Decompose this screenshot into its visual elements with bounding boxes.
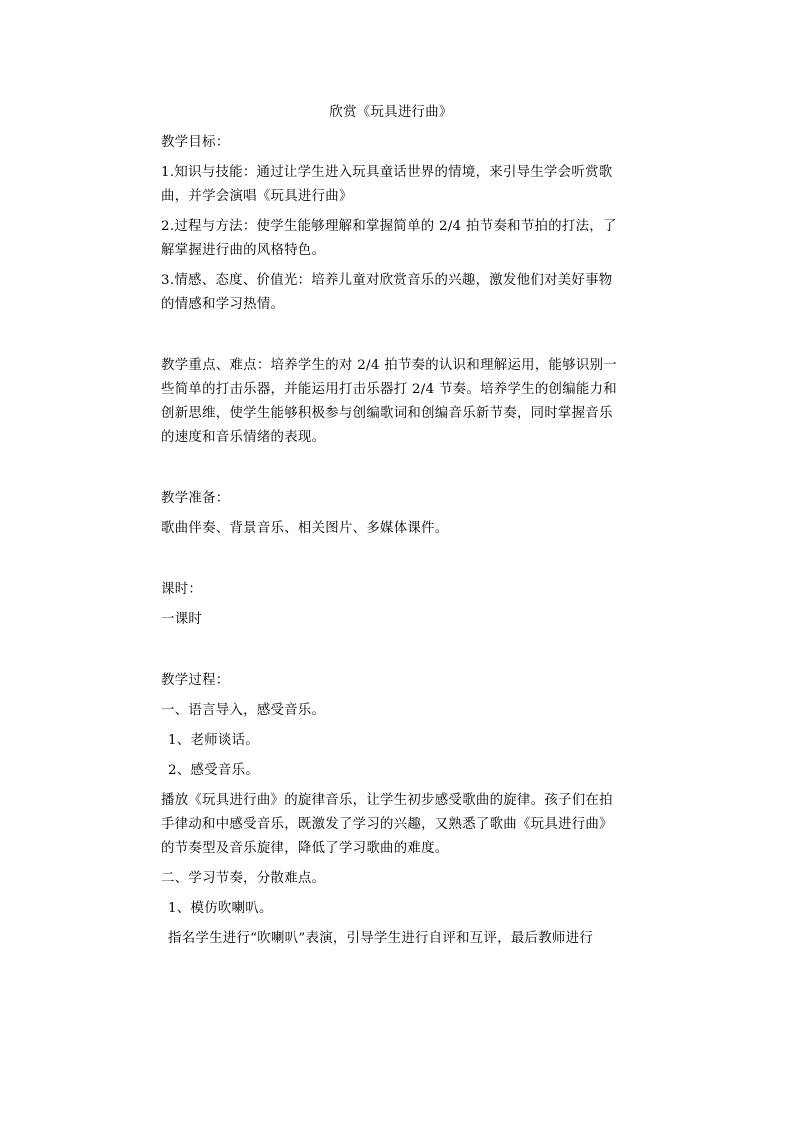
document-title: 欣赏《玩具进行曲》 xyxy=(329,105,453,120)
prep-heading: 教学准备： xyxy=(161,491,230,506)
step-2-1-text: 指名学生进行“吹喇叭”表演，引导学生进行自评和互评，最后教师进行 xyxy=(168,931,594,946)
time-text: 一课时 xyxy=(161,612,203,627)
key-points xyxy=(161,354,621,450)
spacer xyxy=(161,323,621,354)
play-paragraph xyxy=(161,789,621,861)
play-line-3: 的节奏型及音乐旋律，降低了学习歌曲的难度。 xyxy=(161,841,449,856)
process-heading: 教学过程： xyxy=(161,673,230,688)
goal-3-line-2: 的情感和学习热情。 xyxy=(161,297,285,312)
spacer xyxy=(161,638,621,669)
goals-heading: 教学目标： xyxy=(161,135,230,150)
key-points-line-4: 的速度和音乐情绪的表现。 xyxy=(161,430,326,445)
step-1-2: 2、感受音乐。 xyxy=(168,763,259,778)
goal-3-line-1: 3.情感、态度、价值光：培养儿童对欣赏音乐的兴趣，激发他们对美好事物 xyxy=(161,273,613,288)
goal-3 xyxy=(161,269,621,317)
goal-1-line-2: 曲，并学会演唱《玩具进行曲》 xyxy=(161,189,353,204)
step-1-1: 1、老师谈话。 xyxy=(168,733,259,748)
key-points-line-1: 教学重点、难点：培养学生的对 2/4 拍节奏的认识和理解运用，能够识别一 xyxy=(161,358,617,373)
document-body xyxy=(161,101,621,957)
step-2: 二、学习节奏，分散难点。 xyxy=(161,871,326,886)
goal-1-line-1: 1.知识与技能：通过让学生进入玩具童话世界的情境，来引导生学会听赏歌 xyxy=(161,165,613,180)
step-1: 一、语言导入，感受音乐。 xyxy=(161,703,326,718)
goal-2-line-2: 解掌握进行曲的风格特色。 xyxy=(161,243,326,258)
time-heading: 课时： xyxy=(161,582,203,597)
play-line-2: 手律动和中感受音乐，既激发了学习的兴趣，又熟悉了歌曲《玩具进行曲》 xyxy=(161,817,613,832)
spacer xyxy=(161,547,621,578)
goal-2 xyxy=(161,215,621,263)
prep-text: 歌曲伴奏、背景音乐、相关图片、多媒体课件。 xyxy=(161,521,449,536)
step-2-1: 1、模仿吹喇叭。 xyxy=(168,901,273,916)
spacer xyxy=(161,456,621,487)
goal-2-line-1: 2.过程与方法：使学生能够理解和掌握简单的 2/4 拍节奏和节拍的打法，了 xyxy=(161,219,617,234)
key-points-line-3: 创新思维，使学生能够积极参与创编歌词和创编音乐新节奏，同时掌握音乐 xyxy=(161,406,613,421)
play-line-1: 播放《玩具进行曲》的旋律音乐，让学生初步感受歌曲的旋律。孩子们在拍 xyxy=(161,793,613,808)
key-points-line-2: 些简单的打击乐器，并能运用打击乐器打 2/4 节奏。培养学生的创编能力和 xyxy=(161,382,617,397)
goal-1 xyxy=(161,161,621,209)
